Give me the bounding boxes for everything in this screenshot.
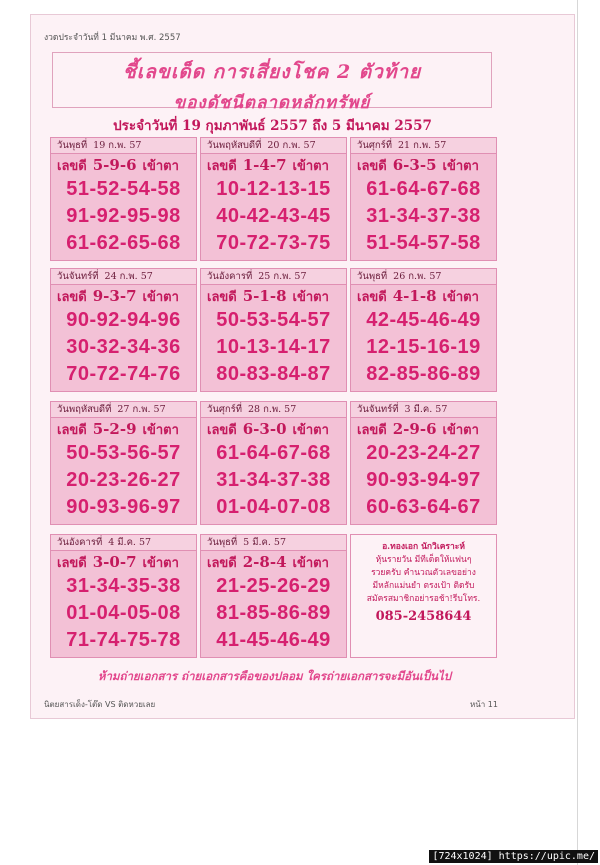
card-day [51, 138, 196, 154]
card-weekday: วันจันทร์ที่ [57, 271, 99, 282]
prediction-card [350, 268, 497, 392]
key-prefix: เลขดี [57, 290, 87, 305]
card-weekday: วันพุธที่ [357, 271, 388, 282]
watermark: [724x1024] https://upic.me/ [429, 850, 598, 863]
number-row: 42-45-46-49 [366, 309, 481, 331]
number-row: 10-12-13-15 [216, 178, 331, 200]
prediction-card [200, 401, 347, 525]
card-date: 27 ก.พ. 57 [117, 404, 166, 415]
copy-warning: ห้ามถ่ายเอกสาร ถ่ายเอกสารคือของปลอม ใครถ่ายเอกสารจะมีอันเป็นไป [97, 669, 452, 683]
card-key [351, 285, 496, 307]
number-row: 80-83-84-87 [216, 363, 331, 385]
card-key [351, 154, 496, 176]
title-line-1: ชี้เลขเด็ด การเสี่ยงโชค 2 ตัวท้าย [122, 61, 422, 83]
number-row: 61-62-65-68 [66, 232, 181, 254]
number-row: 70-72-73-75 [216, 232, 331, 254]
card-weekday: วันพุธที่ [207, 537, 238, 548]
key-prefix: เลขดี [207, 423, 237, 438]
card-key [351, 418, 496, 440]
number-row: 31-34-35-38 [66, 575, 181, 597]
card-key [51, 551, 196, 573]
prediction-card [200, 534, 347, 658]
number-row: 91-92-95-98 [66, 205, 181, 227]
prediction-card [350, 401, 497, 525]
key-suffix: เข้าตา [442, 159, 479, 174]
card-key [201, 418, 346, 440]
prediction-card [350, 137, 497, 261]
number-row: 60-63-64-67 [366, 496, 481, 518]
key-digits: 2-8-4 [242, 553, 287, 571]
number-row: 90-93-94-97 [366, 469, 481, 491]
number-row: 01-04-07-08 [216, 496, 331, 518]
footer-page-number: หน้า 11 [470, 700, 498, 709]
key-digits: 2-9-6 [392, 420, 437, 438]
ad-line: สมัครสมาชิกอย่ารอช้า!รีบโทร. [366, 594, 481, 604]
number-row: 12-15-16-19 [366, 336, 481, 358]
card-key [201, 551, 346, 573]
card-key [201, 154, 346, 176]
number-row: 51-54-57-58 [366, 232, 481, 254]
card-weekday: วันพุธที่ [57, 140, 88, 151]
footer-magazine-name: นิตยสารเด็ง-โต๊ด VS ติดหวยเลย [44, 700, 156, 709]
key-digits: 6-3-5 [392, 156, 437, 174]
key-suffix: เข้าตา [142, 290, 179, 305]
card-weekday: วันศุกร์ที่ [357, 140, 392, 151]
key-digits: 5-9-6 [92, 156, 137, 174]
card-date: 28 ก.พ. 57 [247, 404, 297, 415]
number-row: 20-23-26-27 [66, 469, 181, 491]
card-weekday: วันอังคารที่ [57, 537, 103, 548]
key-digits: 6-3-0 [242, 420, 287, 438]
card-day [351, 269, 496, 285]
key-prefix: เลขดี [207, 556, 237, 571]
ad-line: หุ้นรายวัน มีทีเด็ดให้แฟนๆ [375, 555, 472, 565]
card-day [351, 138, 496, 154]
key-prefix: เลขดี [357, 423, 387, 438]
card-date: 19 ก.พ. 57 [93, 140, 142, 151]
card-date: 5 มี.ค. 57 [243, 537, 286, 548]
key-digits: 5-1-8 [242, 287, 287, 305]
number-row: 31-34-37-38 [216, 469, 331, 491]
card-date: 21 ก.พ. 57 [397, 140, 447, 151]
key-prefix: เลขดี [207, 290, 237, 305]
number-row: 61-64-67-68 [216, 442, 331, 464]
prediction-card [200, 137, 347, 261]
card-day [51, 402, 196, 418]
ad-name: อ.ทองเอก นักวิเคราะห์ [382, 542, 465, 552]
number-row: 31-34-37-38 [366, 205, 481, 227]
card-date: 25 ก.พ. 57 [258, 271, 307, 282]
ad-line: รวยครับ คำนวณตัวเลขอย่าง [371, 568, 476, 578]
card-day [51, 269, 196, 285]
ad-phone: 085-2458644 [375, 609, 472, 624]
key-suffix: เข้าตา [142, 159, 179, 174]
card-date: 20 ก.พ. 57 [267, 140, 316, 151]
key-suffix: เข้าตา [292, 159, 329, 174]
card-weekday: วันพฤหัสบดีที่ [207, 140, 262, 151]
number-row: 20-23-24-27 [366, 442, 481, 464]
number-row: 40-42-43-45 [216, 205, 331, 227]
key-suffix: เข้าตา [292, 290, 329, 305]
scan-edge [577, 0, 578, 865]
card-day [201, 269, 346, 285]
key-digits: 3-0-7 [92, 553, 137, 571]
ad-line: มีหลักแม่นยำ ตรงเป้า ติดรับ [372, 581, 475, 591]
key-suffix: เข้าตา [442, 423, 479, 438]
card-day [351, 402, 496, 418]
key-digits: 5-2-9 [92, 420, 137, 438]
key-digits: 9-3-7 [92, 287, 137, 305]
card-day [51, 535, 196, 551]
card-key [51, 418, 196, 440]
key-digits: 4-1-8 [392, 287, 437, 305]
card-date: 26 ก.พ. 57 [393, 271, 442, 282]
number-row: 30-32-34-36 [66, 336, 181, 358]
number-row: 41-45-46-49 [216, 629, 331, 651]
key-suffix: เข้าตา [292, 423, 329, 438]
key-suffix: เข้าตา [292, 556, 329, 571]
key-prefix: เลขดี [57, 159, 87, 174]
prediction-card [50, 268, 197, 392]
key-digits: 1-4-7 [242, 156, 287, 174]
number-row: 50-53-54-57 [216, 309, 331, 331]
key-prefix: เลขดี [357, 159, 387, 174]
title-box [52, 52, 492, 113]
card-weekday: วันอังคารที่ [207, 271, 253, 282]
number-row: 21-25-26-29 [216, 575, 331, 597]
card-day [201, 535, 346, 551]
card-key [51, 285, 196, 307]
card-date: 24 ก.พ. 57 [104, 271, 153, 282]
number-row: 90-93-96-97 [66, 496, 181, 518]
card-weekday: วันพฤหัสบดีที่ [57, 404, 112, 415]
number-row: 82-85-86-89 [366, 363, 481, 385]
key-suffix: เข้าตา [142, 423, 179, 438]
issue-line: งวดประจำวันที่ 1 มีนาคม พ.ศ. 2557 [44, 33, 181, 43]
card-key [51, 154, 196, 176]
card-key [201, 285, 346, 307]
number-row: 61-64-67-68 [366, 178, 481, 200]
key-prefix: เลขดี [57, 556, 87, 571]
number-row: 70-72-74-76 [66, 363, 181, 385]
key-prefix: เลขดี [357, 290, 387, 305]
period-line: ประจำวันที่ 19 กุมภาพันธ์ 2557 ถึง 5 มีนาคม 2557 [113, 118, 432, 134]
analyst-ad [350, 534, 497, 658]
title-line-2: ของดัชนีตลาดหลักทรัพย์ [173, 93, 371, 113]
card-date: 3 มี.ค. 57 [404, 404, 448, 415]
card-day [201, 402, 346, 418]
prediction-card [50, 137, 197, 261]
key-suffix: เข้าตา [442, 290, 479, 305]
number-row: 90-92-94-96 [66, 309, 181, 331]
card-date: 4 มี.ค. 57 [108, 537, 152, 548]
number-row: 51-52-54-58 [66, 178, 181, 200]
card-day [201, 138, 346, 154]
key-prefix: เลขดี [207, 159, 237, 174]
number-row: 71-74-75-78 [66, 629, 181, 651]
key-prefix: เลขดี [57, 423, 87, 438]
number-row: 81-85-86-89 [216, 602, 331, 624]
number-row: 10-13-14-17 [216, 336, 331, 358]
prediction-card [50, 401, 197, 525]
prediction-card [200, 268, 347, 392]
number-row: 01-04-05-08 [66, 602, 181, 624]
card-weekday: วันศุกร์ที่ [207, 404, 242, 415]
card-weekday: วันจันทร์ที่ [357, 404, 399, 415]
prediction-card [50, 534, 197, 658]
key-suffix: เข้าตา [142, 556, 179, 571]
number-row: 50-53-56-57 [66, 442, 181, 464]
